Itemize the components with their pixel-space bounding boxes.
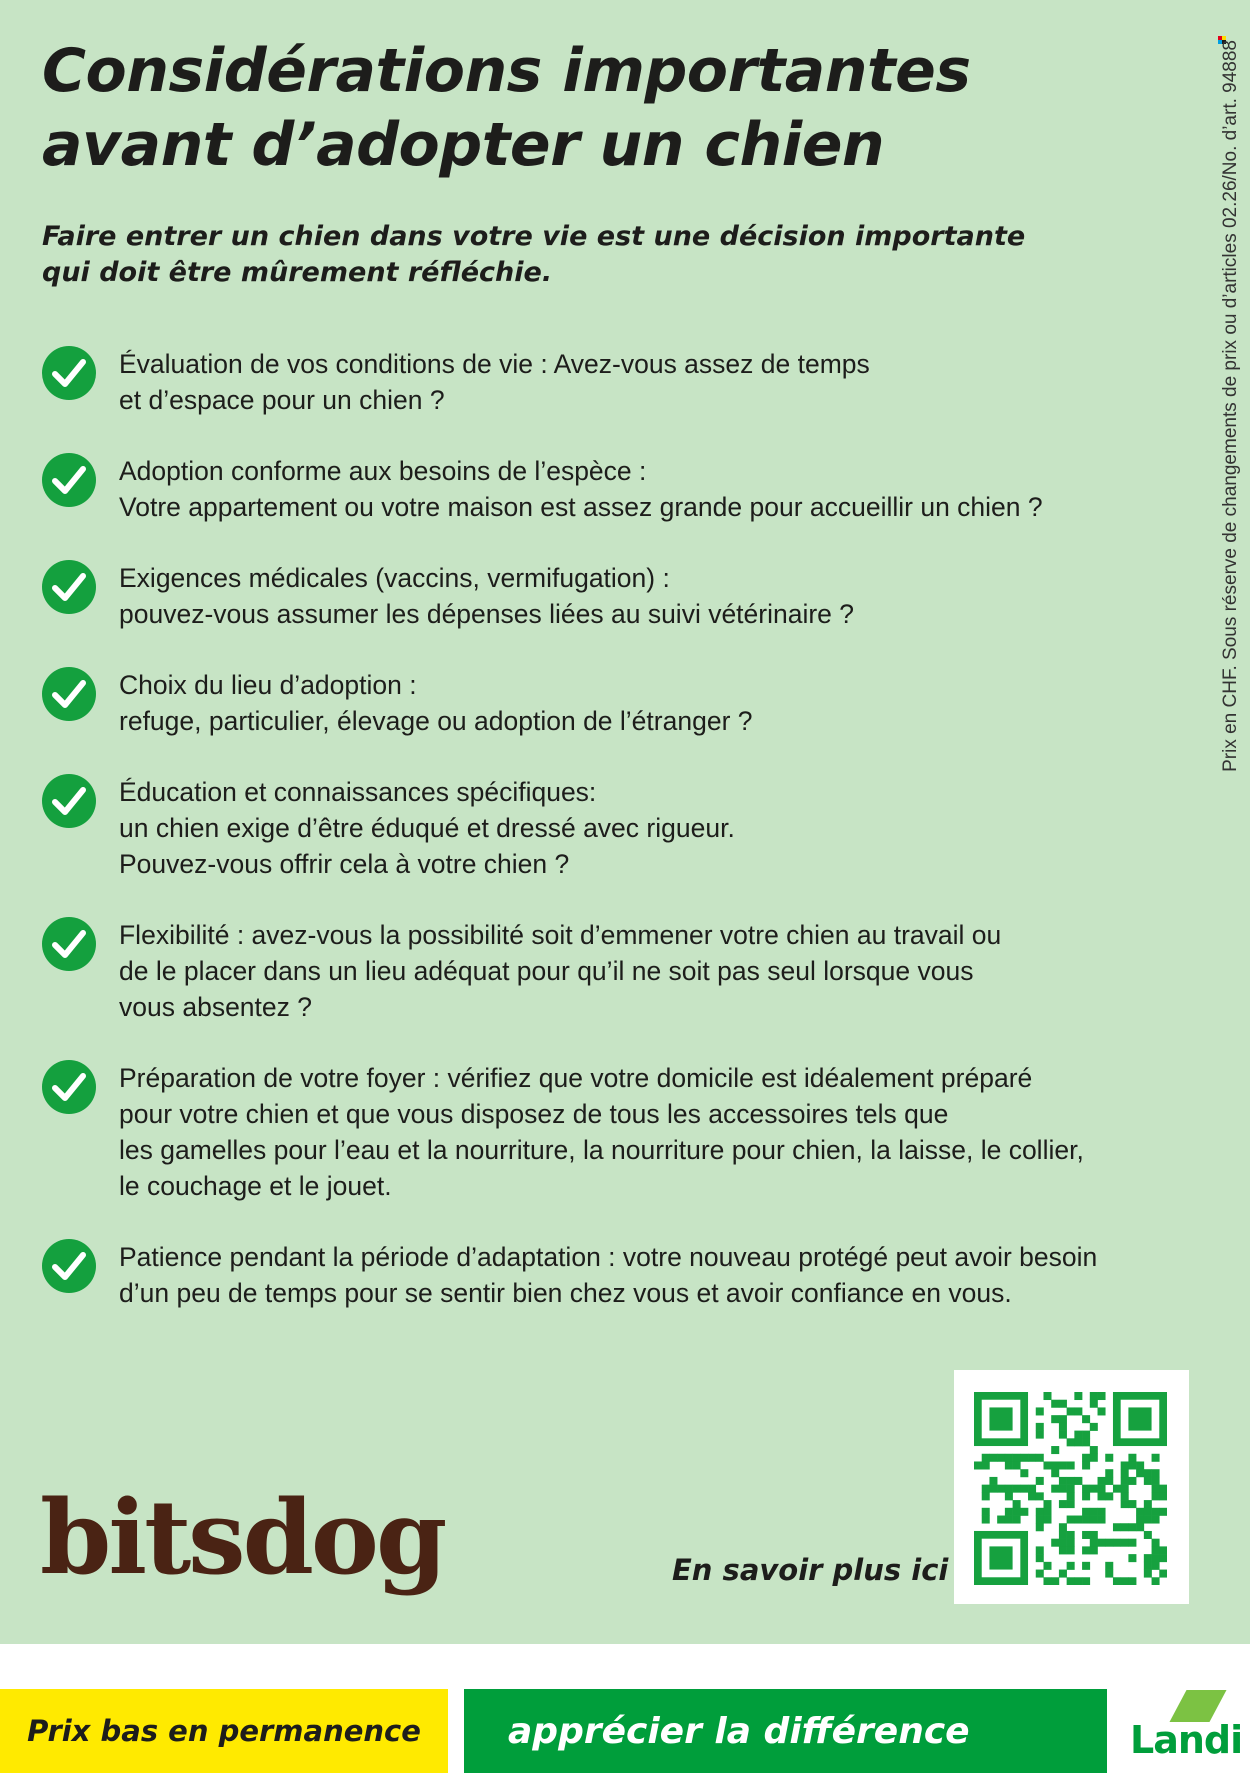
check-icon [42,560,96,614]
page-subtitle: Faire entrer un chien dans votre vie est une décision importante qui doit être mûrement réfléchie. [42,221,1026,288]
landi-logo[interactable] [1126,1688,1243,1766]
footer-slogan-left-text: Prix bas en permanence [27,1714,421,1748]
checklist-item-text: Évaluation de vos conditions de vie : Avez-vous assez de temps et d’espace pour un chien ? [119,349,870,415]
checklist-item-text: Patience pendant la période d’adaptation : votre nouveau protégé peut avoir besoin d’un peu de temps pour se sentir bien chez vous et avoir confiance en vous. [119,1242,1098,1308]
check-icon [42,667,96,721]
page-title: Considérations importantes avant d’adopter un chien [42,36,971,180]
footer-slogan-center-text: apprécier la différence [508,1710,970,1752]
checklist-item-text: Exigences médicales (vaccins, vermifugation) : pouvez-vous assumer les dépenses liées au suivi vétérinaire ? [119,563,855,629]
check-icon [42,453,96,507]
footer-slogan-center [464,1689,1107,1773]
check-icon [42,774,96,828]
landi-logo-text: Landi [1130,1718,1243,1762]
bitsdog-logo: bitsdog [40,1478,445,1598]
check-icon [42,917,96,971]
footer-slogan-left [0,1689,448,1773]
check-icon [42,1239,96,1293]
check-icon [42,346,96,400]
qr-code-icon [974,1392,1167,1585]
more-info-label: En savoir plus ici [672,1553,949,1587]
price-disclaimer: Prix en CHF. Sous réserve de changements de prix ou d’articles 02.26/No. d’art. 94888 [1220,40,1241,772]
checklist-item-text: Adoption conforme aux besoins de l’espèce : Votre appartement ou votre maison est assez grande pour accueillir un chien ? [119,456,1043,522]
checklist-item-text: Flexibilité : avez-vous la possibilité soit d’emmener votre chien au travail ou de le placer dans un lieu adéquat pour qu’il ne soit pas seul lorsque vous vous absentez ? [119,920,1002,1022]
checklist-item-text: Éducation et connaissances spécifiques: un chien exige d’être éduqué et dressé avec rigueur. Pouvez-vous offrir cela à votre chien ? [119,777,735,879]
check-icon [42,1060,96,1114]
checklist-item-text: Choix du lieu d’adoption : refuge, particulier, élevage ou adoption de l’étranger ? [119,670,753,736]
checklist-item-text: Préparation de votre foyer : vérifiez que votre domicile est idéalement préparé pour votre chien et que vous disposez de tous les accessoires tels que les gamelles pour l’eau et la nourriture, la nourriture pour chien, la laisse, le collier, le couchage et le jouet. [119,1063,1084,1201]
qr-code[interactable] [954,1370,1189,1604]
